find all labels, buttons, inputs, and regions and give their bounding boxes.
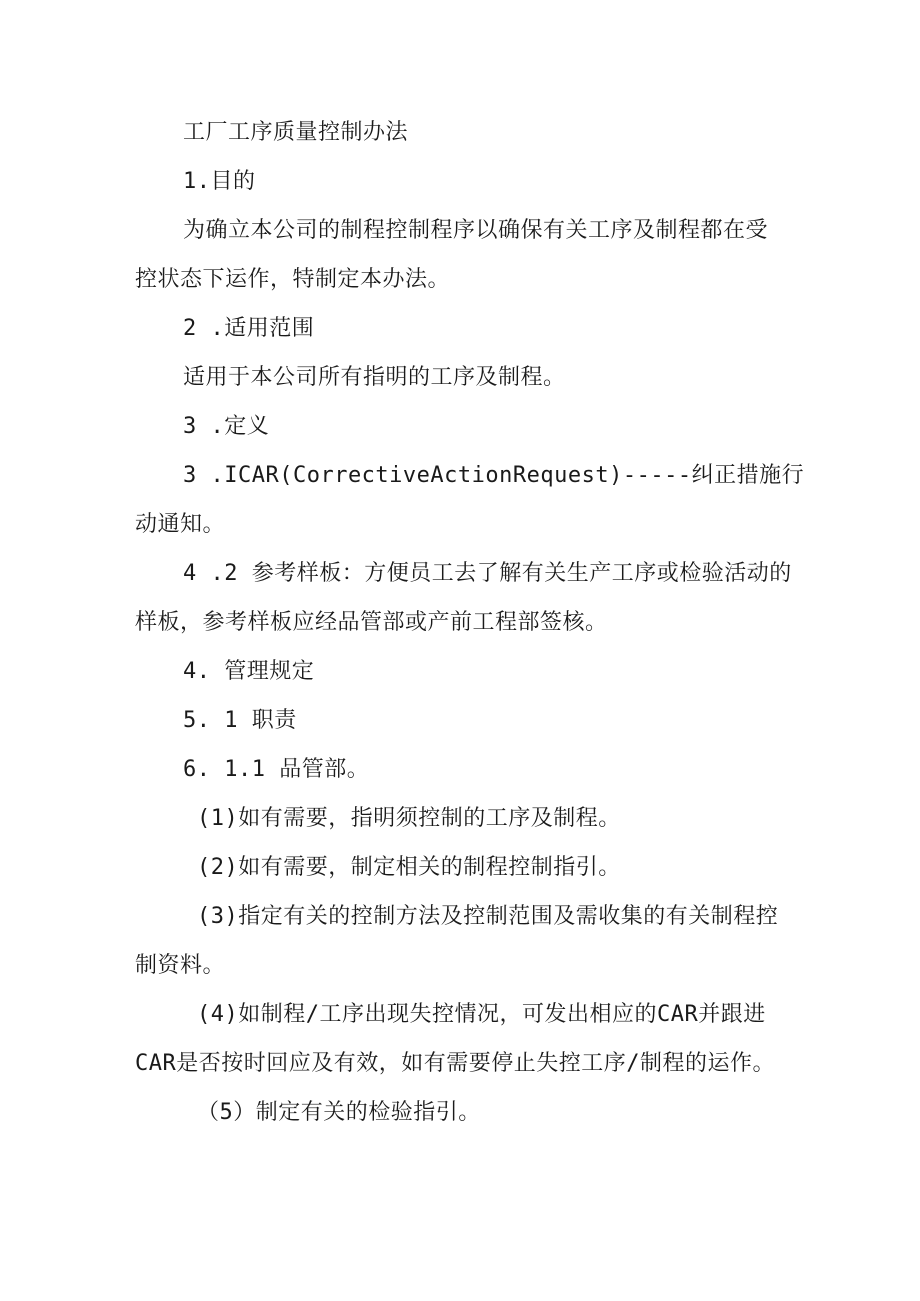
list-item-4-line-1: (4)如制程/工序出现失控情况，可发出相应的CAR并跟进 bbox=[197, 1002, 766, 1027]
list-item-5: （5）制定有关的检验指引。 bbox=[197, 1100, 481, 1125]
list-item-3-line-2: 制资料。 bbox=[135, 953, 226, 978]
list-item-3-line-1: (3)指定有关的控制方法及控制范围及需收集的有关制程控 bbox=[197, 904, 779, 929]
definition-1-line-1: 3 .ICAR(CorrectiveActionRequest)-----纠正措施行 bbox=[183, 463, 805, 488]
scope-heading: 2 .适用范围 bbox=[183, 316, 315, 341]
purpose-heading: 1.目的 bbox=[183, 169, 256, 194]
definition-2-line-1: 4 .2 参考样板：方便员工去了解有关生产工序或检验活动的 bbox=[183, 561, 792, 586]
list-item-4-line-2: CAR是否按时回应及有效，如有需要停止失控工序/制程的运作。 bbox=[135, 1051, 775, 1076]
definition-2-line-2: 样板，参考样板应经品管部或产前工程部签核。 bbox=[135, 610, 608, 635]
purpose-text-line-2: 控状态下运作，特制定本办法。 bbox=[135, 267, 451, 292]
purpose-text-line-1: 为确立本公司的制程控制程序以确保有关工序及制程都在受 bbox=[183, 218, 769, 243]
definitions-heading: 3 .定义 bbox=[183, 414, 270, 439]
definition-1-line-2: 动通知。 bbox=[135, 512, 226, 537]
list-item-2: (2)如有需要，制定相关的制程控制指引。 bbox=[197, 855, 621, 880]
qc-department-heading: 6. 1.1 品管部。 bbox=[183, 757, 370, 782]
rules-heading: 4. 管理规定 bbox=[183, 659, 315, 684]
duties-heading: 5. 1 职责 bbox=[183, 708, 297, 733]
list-item-1: (1)如有需要，指明须控制的工序及制程。 bbox=[197, 806, 621, 831]
document-title: 工厂工序质量控制办法 bbox=[183, 120, 409, 145]
scope-text: 适用于本公司所有指明的工序及制程。 bbox=[183, 365, 566, 390]
